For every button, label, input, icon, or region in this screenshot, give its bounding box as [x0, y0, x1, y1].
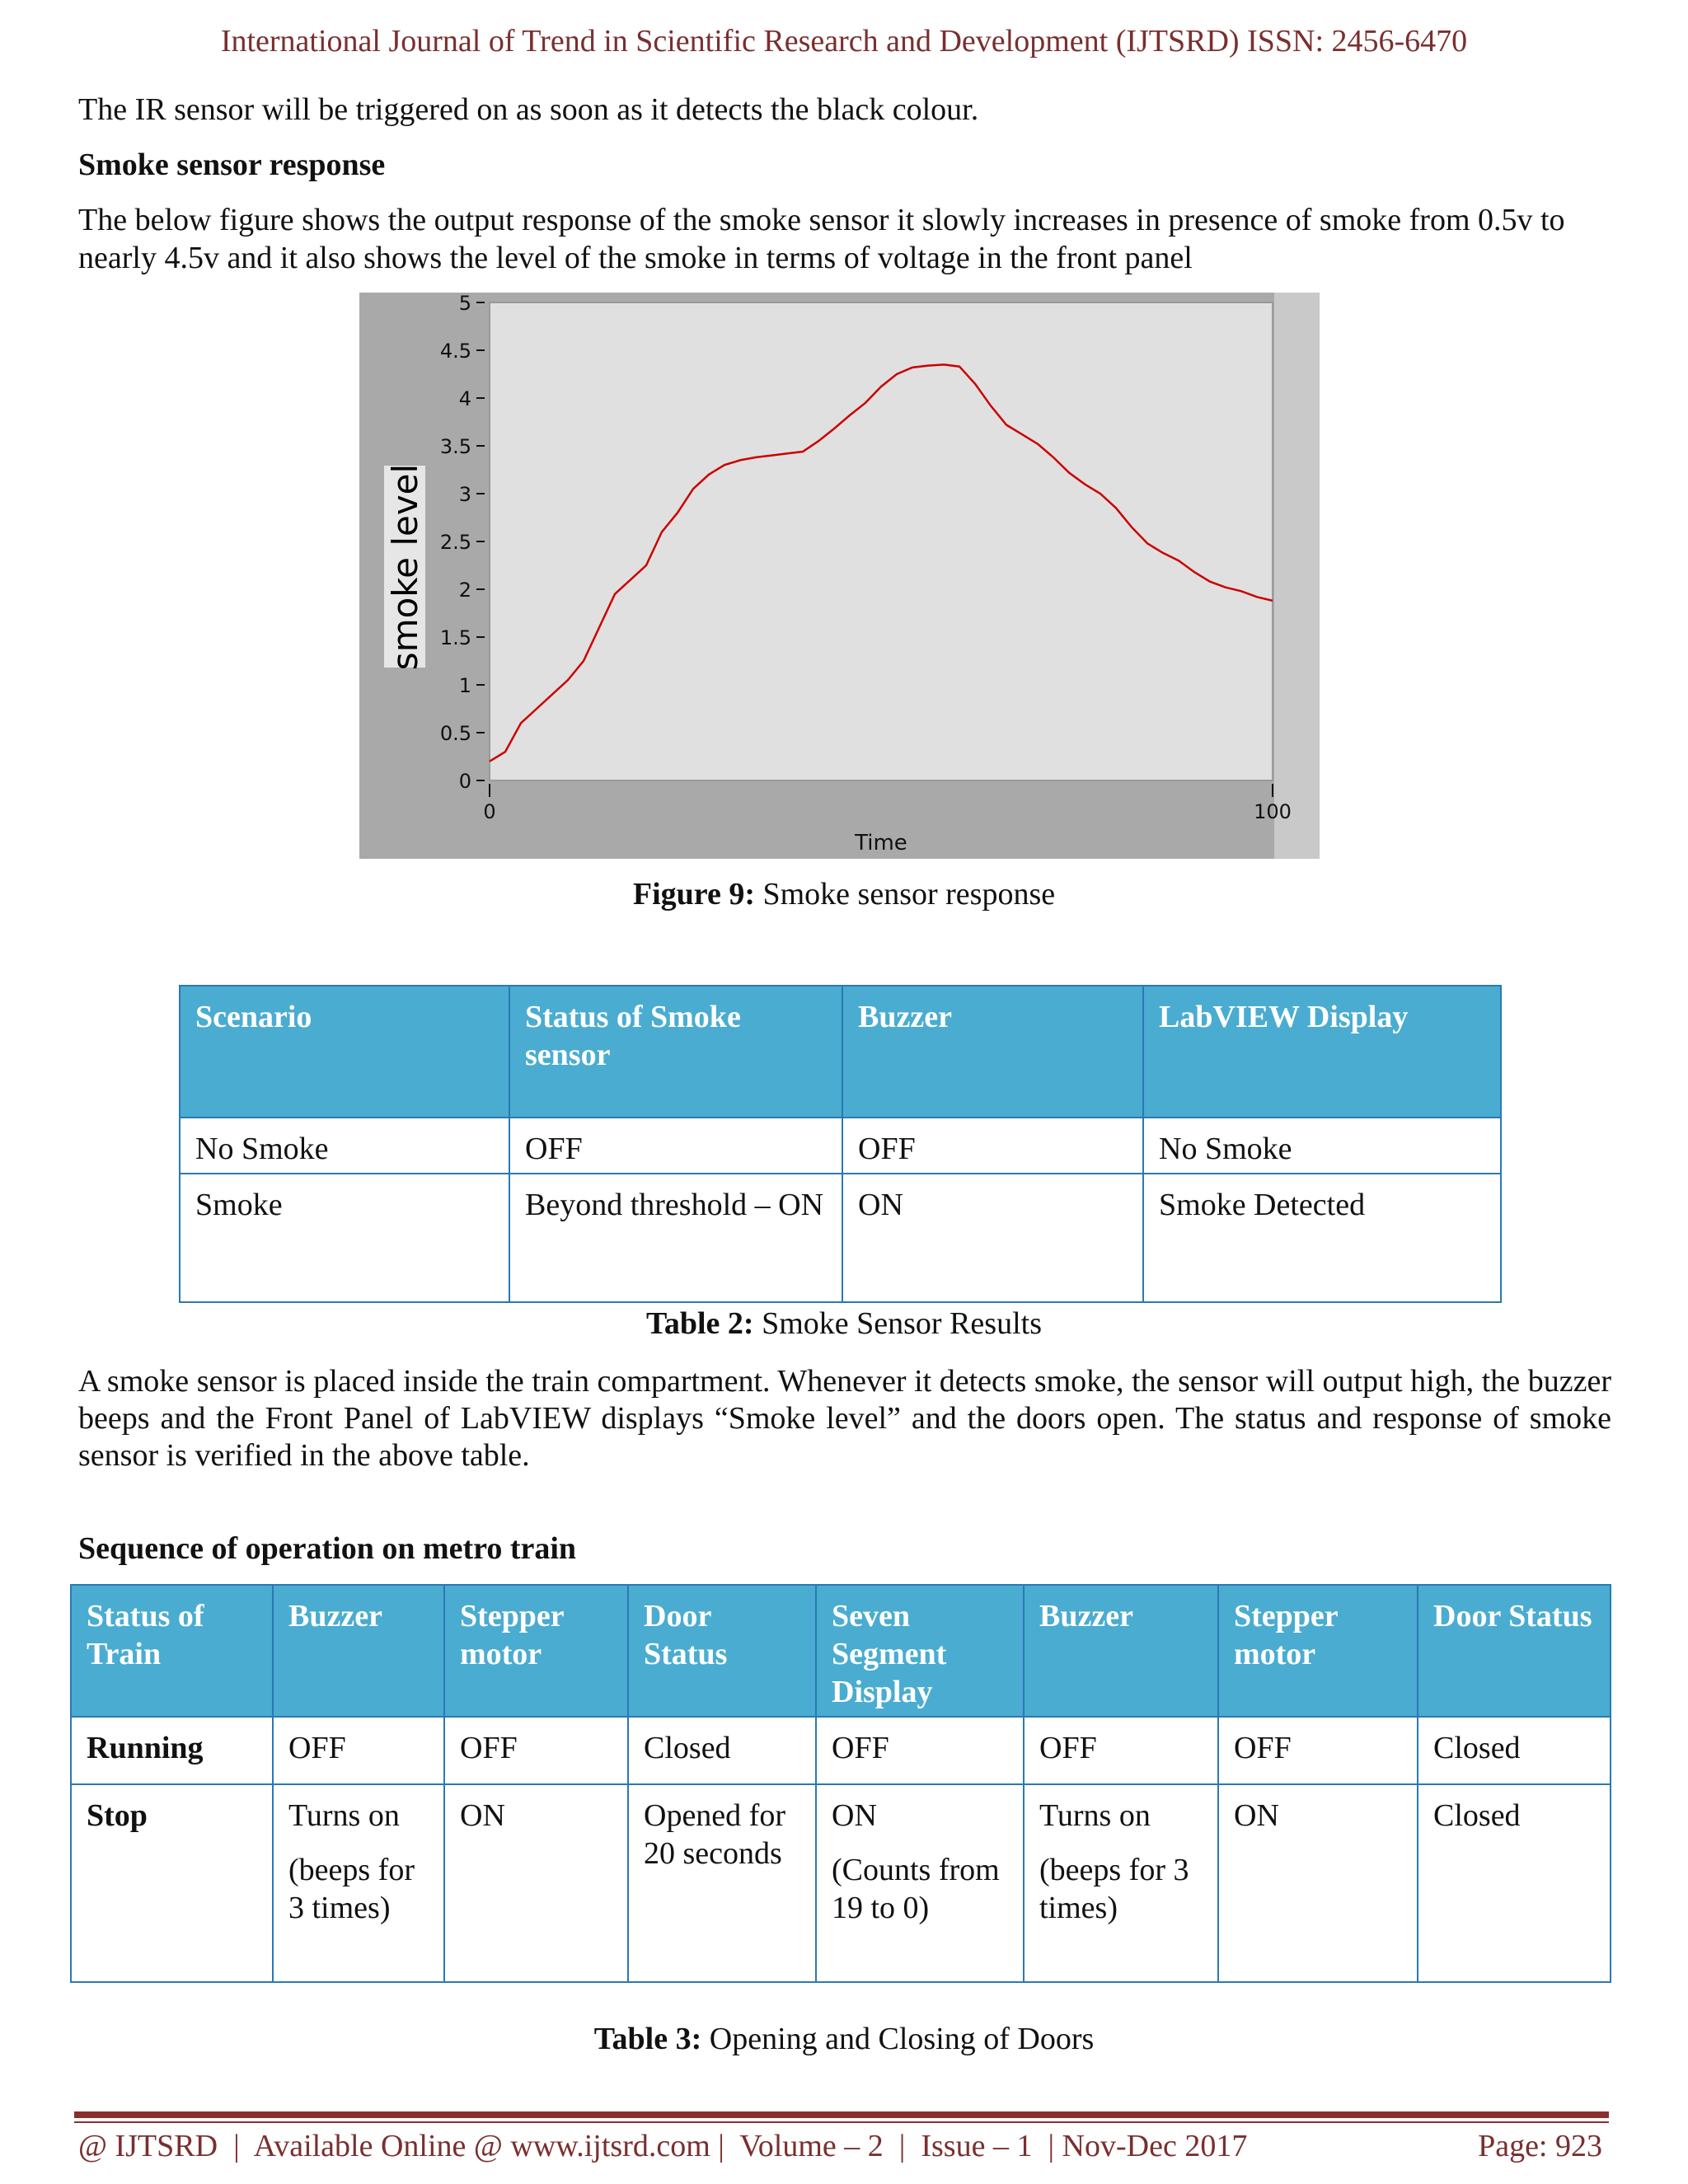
t3-cell-stop: Stop [71, 1784, 273, 1982]
figure9-caption-text: Smoke sensor response [754, 877, 1056, 912]
smoke-section-paragraph: The below figure shows the output response of the smoke sensor it slowly increases in presence of smoke from 0.5v to nearly 4.5v and it also shows the level of the smoke in terms of voltage in the front panel [78, 203, 1565, 275]
x-tick-label: 0 [483, 800, 496, 823]
journal-header: International Journal of Trend in Scientific Research and Development (IJTSRD) ISSN: 2456-6470 [220, 24, 1468, 59]
t3-buzzer-note: (beeps for 3 times) [288, 1853, 415, 1925]
t3-cell: OFF [1024, 1717, 1218, 1784]
t2-cell: OFF [842, 1118, 1143, 1174]
t3-cell [1024, 1784, 1218, 1982]
t2-cell: No Smoke [180, 1118, 509, 1174]
t2-cell: ON [842, 1174, 1143, 1302]
x-tick-label: 100 [1254, 800, 1292, 823]
t3-cell: OFF [273, 1717, 444, 1784]
t3-cell: ON [1218, 1784, 1418, 1982]
t2-cell: Smoke [180, 1174, 509, 1302]
t3-cell: ON [444, 1784, 628, 1982]
figure9-caption [0, 876, 1688, 912]
chart-scrollbar-area [1274, 293, 1320, 859]
table-row [71, 1717, 1611, 1784]
table3-caption [0, 2021, 1688, 2057]
x-axis-label: Time [855, 831, 907, 855]
t2-header-buzzer: Buzzer [842, 986, 1143, 1118]
t2-cell: OFF [509, 1118, 842, 1174]
table-row [180, 1118, 1501, 1174]
y-tick-label: 3 [458, 483, 471, 506]
plot-area [490, 302, 1273, 780]
table3-label: Table 3: [593, 2022, 702, 2056]
t3-cell [816, 1784, 1024, 1982]
t3-cell: Closed [628, 1717, 816, 1784]
smoke-chart [359, 293, 1320, 859]
y-tick-label: 1 [458, 674, 471, 697]
t3-seven-text: ON [832, 1798, 877, 1833]
t3-header-stepper: Stepper motor [444, 1585, 628, 1717]
t3-header-stepper-2: Stepper motor [1218, 1585, 1418, 1717]
t3-cell: OFF [444, 1717, 628, 1784]
y-axis-label: smoke level [385, 463, 425, 671]
t2-cell: No Smoke [1143, 1118, 1501, 1174]
t3-cell-running: Running [71, 1717, 273, 1784]
t2-header-status: Status of Smoke sensor [509, 986, 842, 1118]
t3-header-status: Status of Train [71, 1585, 273, 1717]
page-number: Page: 923 [1478, 2129, 1602, 2163]
t3-header-door-2: Door Status [1418, 1585, 1611, 1717]
table2-label: Table 2: [646, 1306, 754, 1341]
table2-caption-text: Smoke Sensor Results [753, 1306, 1042, 1341]
table-row [180, 1174, 1501, 1302]
t2-cell: Beyond threshold – ON [509, 1174, 842, 1302]
t3-cell [273, 1784, 444, 1982]
t3-buzzer2-text: Turns on [1039, 1798, 1151, 1833]
y-tick-label: 0.5 [439, 722, 471, 745]
y-tick-label: 3.5 [439, 435, 471, 458]
x-axis [483, 784, 1292, 823]
table-door-sequence [70, 1584, 1611, 1983]
table-row [71, 1784, 1611, 1982]
table-smoke-results [179, 985, 1502, 1303]
smoke-explanation: A smoke sensor is placed inside the train compartment. Whenever it detects smoke, the sensor will output high, the buzzer beeps and the Front Panel of LabVIEW displays “Smoke level” and the doors open. The status and response of smoke sensor is verified in the above table. [78, 1364, 1611, 1473]
footer-rule-thin [74, 2121, 1609, 2123]
t2-header-labview: LabVIEW Display [1143, 986, 1501, 1118]
y-tick-label: 2 [458, 579, 471, 602]
y-tick-label: 4.5 [439, 340, 471, 363]
y-tick-label: 5 [458, 293, 471, 315]
t3-buzzer2-note: (beeps for 3 times) [1039, 1853, 1189, 1925]
t2-header-scenario: Scenario [180, 986, 509, 1118]
t3-cell: OFF [1218, 1717, 1418, 1784]
t3-header-door: Door Status [628, 1585, 816, 1717]
t3-header-buzzer: Buzzer [273, 1585, 444, 1717]
sequence-heading: Sequence of operation on metro train [78, 1531, 577, 1566]
footer-info: @ IJTSRD | Available Online @ www.ijtsrd.com | Volume – 2 | Issue – 1 | Nov-Dec 2017 [78, 2129, 1248, 2163]
t3-cell: OFF [816, 1717, 1024, 1784]
t3-seven-note: (Counts from 19 to 0) [832, 1853, 1000, 1925]
y-tick-label: 2.5 [439, 531, 471, 554]
table3-caption-text: Opening and Closing of Doors [701, 2022, 1095, 2056]
smoke-chart-svg [359, 293, 1320, 859]
figure9-label: Figure 9: [632, 877, 755, 912]
t3-cell: Opened for 20 seconds [628, 1784, 816, 1982]
t3-cell: Closed [1418, 1784, 1611, 1982]
y-tick-label: 4 [458, 387, 471, 410]
t3-header-seven-segment: Seven Segment Display [816, 1585, 1024, 1717]
t3-header-buzzer-2: Buzzer [1024, 1585, 1218, 1717]
y-axis [440, 293, 485, 793]
table2-caption [0, 1305, 1688, 1342]
intro-line: The IR sensor will be triggered on as soon as it detects the black colour. [78, 92, 979, 127]
t2-cell: Smoke Detected [1143, 1174, 1501, 1302]
t3-buzzer-text: Turns on [288, 1798, 400, 1833]
t3-cell: Closed [1418, 1717, 1611, 1784]
smoke-section-heading: Smoke sensor response [78, 148, 386, 182]
footer-rule [74, 2111, 1609, 2118]
y-tick-label: 0 [458, 770, 471, 793]
y-tick-label: 1.5 [439, 626, 471, 649]
